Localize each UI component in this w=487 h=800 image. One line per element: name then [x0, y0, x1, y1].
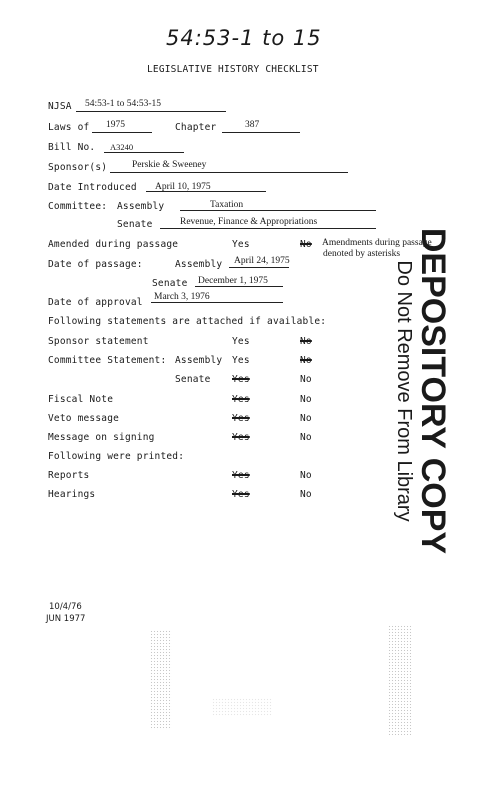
chapter-underline — [222, 132, 300, 133]
attachments-heading: Following statements are attached if available: — [48, 316, 327, 327]
amended-no: No — [300, 239, 312, 250]
passage-label: Date of passage: — [48, 259, 143, 270]
committee-statement-senate-label: Senate — [175, 374, 211, 385]
chapter-label: Chapter — [175, 122, 217, 133]
printed-heading: Following were printed: — [48, 451, 185, 462]
message-on-signing-yes: Yes — [232, 432, 250, 443]
depository-stamp — [392, 227, 452, 555]
njsa-label: NJSA — [48, 101, 72, 112]
committee-senate-underline — [160, 228, 376, 229]
message-on-signing-label: Message on signing — [48, 432, 155, 443]
passage-assembly-value: April 24, 1975 — [234, 256, 290, 266]
sponsors-underline — [110, 172, 348, 173]
committee-assembly-value: Taxation — [210, 200, 244, 210]
footer-stamp-date: JUN 1977 — [46, 614, 86, 624]
passage-assembly-underline — [229, 267, 289, 268]
laws-of-value: 1975 — [106, 120, 125, 130]
fiscal-note-label: Fiscal Note — [48, 394, 114, 405]
sponsors-value: Perskie & Sweeney — [132, 160, 207, 170]
bill-no-value: A3240 — [110, 142, 134, 152]
scan-noise-center — [212, 698, 272, 716]
reports-yes: Yes — [232, 470, 250, 481]
reports-label: Reports — [48, 470, 90, 481]
committee-statement-senate-no: No — [300, 374, 312, 385]
committee-assembly-underline — [180, 210, 376, 211]
hearings-yes: Yes — [232, 489, 250, 500]
date-introduced-value: April 10, 1975 — [155, 182, 211, 192]
hearings-no: No — [300, 489, 312, 500]
date-introduced-underline — [146, 191, 266, 192]
amended-yes: Yes — [232, 239, 250, 250]
approval-value: March 3, 1976 — [154, 292, 210, 302]
committee-statement-assembly-label: Assembly — [175, 355, 223, 366]
hearings-label: Hearings — [48, 489, 96, 500]
passage-senate-underline — [195, 286, 283, 287]
scan-noise-left — [150, 630, 172, 730]
sponsor-statement-label: Sponsor statement — [48, 336, 149, 347]
sponsor-statement-no: No — [300, 336, 312, 347]
approval-underline — [151, 302, 283, 303]
fiscal-note-yes: Yes — [232, 394, 250, 405]
passage-senate-value: December 1, 1975 — [198, 276, 268, 286]
message-on-signing-no: No — [300, 432, 312, 443]
reports-no: No — [300, 470, 312, 481]
committee-statement-assembly-no: No — [300, 355, 312, 366]
fiscal-note-no: No — [300, 394, 312, 405]
committee-statement-label: Committee Statement: — [48, 355, 167, 366]
njsa-value: 54:53-1 to 54:53-15 — [85, 99, 161, 109]
stamp-line-2: Do Not Remove From Library — [393, 260, 415, 522]
veto-message-yes: Yes — [232, 413, 250, 424]
bill-no-label: Bill No. — [48, 142, 96, 153]
committee-senate-label: Senate — [117, 219, 153, 230]
committee-senate-value: Revenue, Finance & Appropriations — [180, 217, 318, 227]
committee-label: Committee: — [48, 201, 108, 212]
approval-label: Date of approval — [48, 297, 143, 308]
amended-label: Amended during passage — [48, 239, 179, 250]
scan-noise-right — [388, 625, 412, 735]
committee-assembly-label: Assembly — [117, 201, 165, 212]
handwritten-reference: 54:53-1 to 15 — [166, 26, 322, 50]
passage-assembly-label: Assembly — [175, 259, 223, 270]
passage-senate-label: Senate — [152, 278, 188, 289]
committee-statement-senate-yes: Yes — [232, 374, 250, 385]
veto-message-label: Veto message — [48, 413, 120, 424]
amended-note-line1: Amendments during passage — [322, 238, 432, 248]
njsa-underline — [76, 111, 226, 112]
sponsor-statement-yes: Yes — [232, 336, 250, 347]
committee-statement-assembly-yes: Yes — [232, 355, 250, 366]
laws-of-underline — [92, 132, 152, 133]
stamp-line-1: DEPOSITORY COPY — [414, 227, 452, 555]
chapter-value: 387 — [245, 120, 260, 130]
bill-no-underline — [104, 152, 184, 153]
page-title: LEGISLATIVE HISTORY CHECKLIST — [147, 64, 319, 75]
veto-message-no: No — [300, 413, 312, 424]
laws-of-label: Laws of — [48, 122, 90, 133]
sponsors-label: Sponsor(s) — [48, 162, 108, 173]
amended-note-line2: denoted by asterisks — [323, 249, 401, 259]
date-introduced-label: Date Introduced — [48, 182, 137, 193]
footer-date-note: 10/4/76 — [49, 602, 82, 612]
